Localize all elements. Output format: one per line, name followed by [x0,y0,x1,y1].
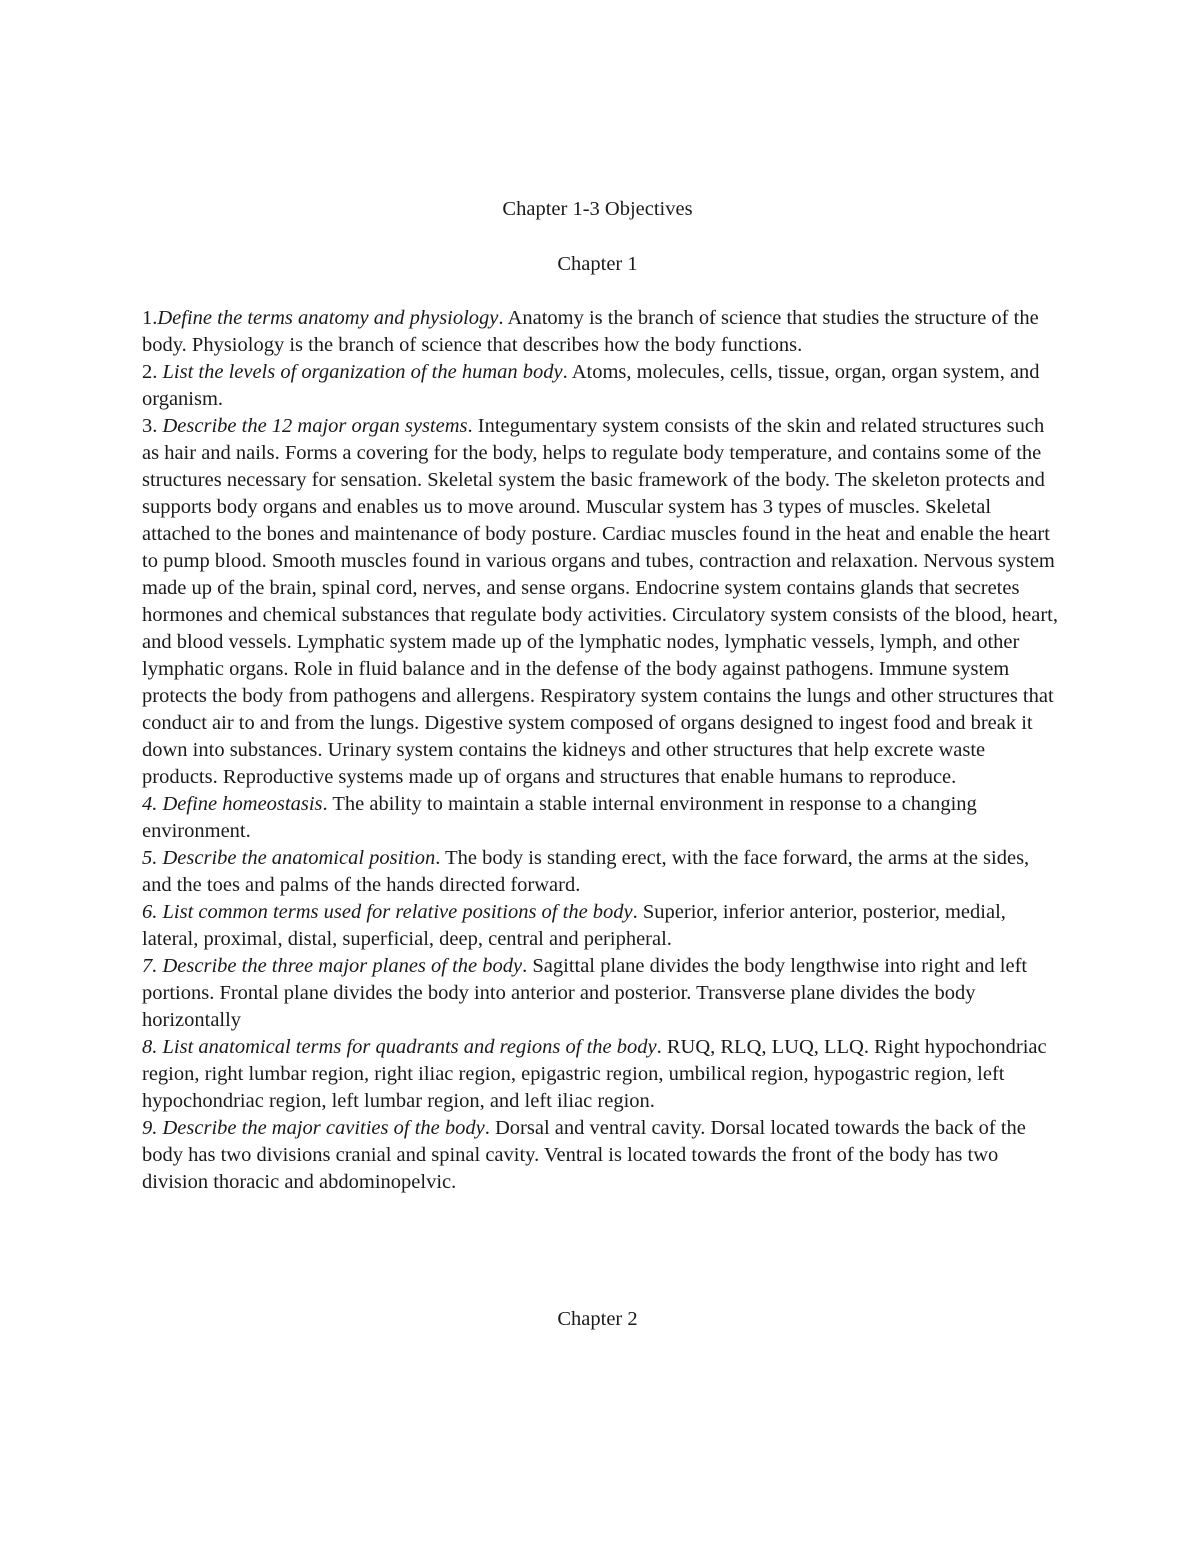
objective-1 [142,305,1062,359]
chapter-1-heading: Chapter 1 [557,253,638,275]
chapter-2-heading: Chapter 2 [557,1308,638,1330]
objective-answer: . Dorsal and ventral cavity. Dorsal located towards the back of the body has two divisions cranial and spinal cavity. Ventral is located towards the front of the body has two division thoracic and abdominopelvic. [142,1117,1026,1193]
objective-number: 1. [142,307,158,329]
objective-7 [142,953,1062,1034]
objective-answer: . Anatomy is the branch of science that studies the structure of the body. Physiology is the branch of science that describes how the body functions. [142,307,1039,356]
objective-number: 2. [142,361,158,383]
objective-9 [142,1115,1062,1196]
document-title: Chapter 1-3 Objectives [502,198,693,220]
objective-question: Define homeostasis [162,793,323,815]
objective-question: Describe the 12 major organ systems [162,415,468,437]
objective-6 [142,899,1062,953]
objective-3 [142,413,1062,791]
objective-number: 9. [142,1117,158,1139]
objective-question: Describe the anatomical position [162,847,436,869]
objective-8 [142,1034,1062,1115]
objective-4 [142,791,1062,845]
objective-number: 5. [142,847,158,869]
objective-2 [142,359,1062,413]
objective-number: 4. [142,793,158,815]
objective-answer: . The ability to maintain a stable internal environment in response to a changing environment. [142,793,977,842]
chapter-1-objectives-list [142,305,1062,1196]
objective-number: 8. [142,1036,158,1058]
objective-answer: . Sagittal plane divides the body lengthwise into right and left portions. Frontal plane divides the body into anterior and posterior. Transverse plane divides the body horizontally [142,955,1028,1031]
objective-number: 6. [142,901,158,923]
objective-5 [142,845,1062,899]
objective-number: 7. [142,955,158,977]
objective-question: Describe the major cavities of the body [162,1117,485,1139]
objective-answer: . RUQ, RLQ, LUQ, LLQ. Right hypochondriac region, right lumbar region, right iliac region, epigastric region, umbilical region, hypogastric region, left hypochondriac region, left lumbar region, and left iliac region. [142,1036,1047,1112]
objective-answer: . Superior, inferior anterior, posterior, medial, lateral, proximal, distal, superficial, deep, central and peripheral. [142,901,1006,950]
objective-question: List anatomical terms for quadrants and regions of the body [162,1036,657,1058]
objective-answer: . Integumentary system consists of the skin and related structures such as hair and nails. Forms a covering for the body, helps to regulate body temperature, and contains some of the structures necessary for sensation. Skeletal system the basic framework of the body. The skeleton protects and supports body organs and enables us to move around. Muscular system has 3 types of muscles. Skeletal attached to the bones and maintenance of body posture. Cardiac muscles found in the heat and enable the heart to pump blood. Smooth muscles found in various organs and tubes, contraction and relaxation. Nervous system made up of the brain, spinal cord, nerves, and sense organs. Endocrine system contains glands that secretes hormones and chemical substances that regulate body activities. Circulatory system consists of the blood, heart, and blood vessels. Lymphatic system made up of the lymphatic nodes, lymphatic vessels, lymph, and other lymphatic organs. Role in fluid balance and in the defense of the body against pathogens. Immune system protects the body from pathogens and allergens. Respiratory system contains the lungs and other structures that conduct air to and from the lungs. Digestive system composed of organs designed to ingest food and break it down into substances. Urinary system contains the kidneys and other structures that help excrete waste products. Reproductive systems made up of organs and structures that enable humans to reproduce. [142,415,1059,788]
objective-number: 3. [142,415,158,437]
objective-answer: . The body is standing erect, with the face forward, the arms at the sides, and the toes and palms of the hands directed forward. [142,847,1030,896]
objective-question: List common terms used for relative positions of the body [162,901,633,923]
objective-question: List the levels of organization of the human body [162,361,563,383]
objective-question: Describe the three major planes of the body [162,955,523,977]
objective-answer: . Atoms, molecules, cells, tissue, organ, organ system, and organism. [142,361,1040,410]
objective-question: Define the terms anatomy and physiology [157,307,499,329]
